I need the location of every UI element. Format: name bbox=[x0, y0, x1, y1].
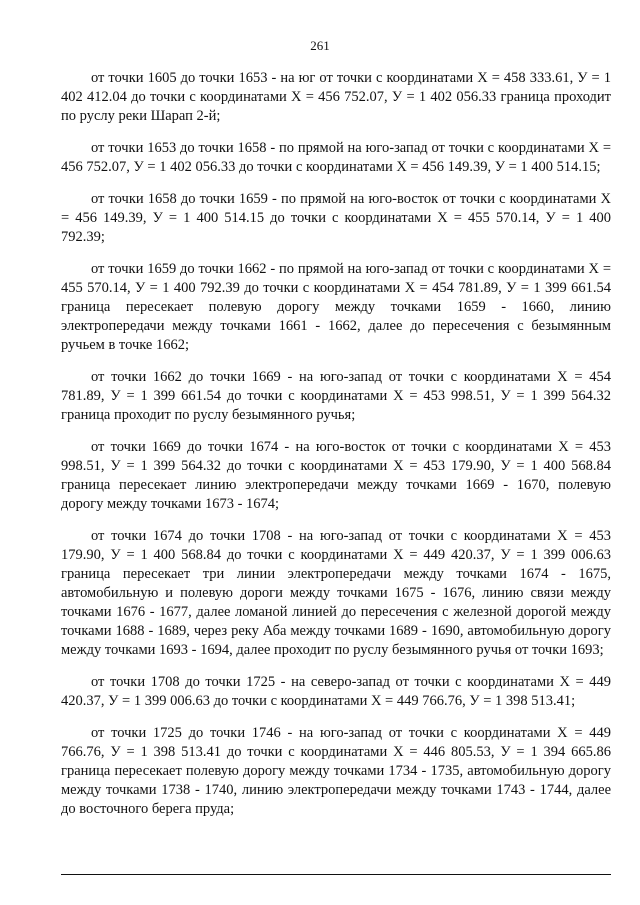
paragraph-1725: от точки 1708 до точки 1725 - на северо-запад от точки с координатами Х = 449 420.37, У = 1 399 006.63 до точки с координатами Х = 449 766.76, У = 1 398 513.41; bbox=[61, 674, 611, 709]
page-number: 261 bbox=[310, 38, 330, 53]
paragraph-1658: от точки 1653 до точки 1658 - по прямой на юго-запад от точки с координатами Х = 456 752.07, У = 1 402 056.33 до точки с координатами Х = 456 149.39, У = 1 400 514.15; bbox=[61, 140, 611, 175]
paragraph-1662: от точки 1659 до точки 1662 - по прямой на юго-запад от точки с координатами Х = 455 570.14, У = 1 400 792.39 до точки с координатами Х = 454 781.89, У = 1 399 661.54 граница пересекает полевую дорогу между точками 1659 - 1660, линию электропередачи между точками 1661 - 1662, далее до пересечения с безымянным ручьем в точке 1662; bbox=[61, 261, 611, 353]
paragraph-1708: от точки 1674 до точки 1708 - на юго-запад от точки с координатами Х = 453 179.90, У = 1 400 568.84 до точки с координатами Х = 449 420.37, У = 1 399 006.63 граница пересекает три линии электропередачи между точками 1674 - 1675, автомобильную и полевую дороги между точками 1675 - 1676, линию связи между точками 1676 - 1677, далее ломаной линией до пересечения с железной дорогой между точками 1688 - 1689, через реку Аба между точками 1689 - 1690, автомобильную дорогу между точками 1693 - 1694, далее проходит по руслу безымянного ручья от точки 1693; bbox=[61, 528, 611, 658]
document-body bbox=[61, 69, 611, 832]
paragraph-1746: от точки 1725 до точки 1746 - на юго-запад от точки с координатами Х = 449 766.76, У = 1 398 513.41 до точки с координатами Х = 446 805.53, У = 1 394 665.86 граница пересекает полевую дорогу между точками 1734 - 1735, автомобильную дорогу между точками 1738 - 1740, линию электропередачи между точками 1743 - 1744, далее до восточного берега пруда; bbox=[61, 725, 611, 817]
paragraph-1653: от точки 1605 до точки 1653 - на юг от точки с координатами Х = 458 333.61, У = 1 402 412.04 до точки с координатами Х = 456 752.07, У = 1 402 056.33 граница проходит по руслу реки Шарап 2-й; bbox=[61, 70, 611, 124]
paragraph-1674: от точки 1669 до точки 1674 - на юго-восток от точки с координатами Х = 453 998.51, У = 1 399 564.32 до точки с координатами Х = 453 179.90, У = 1 400 568.84 граница пересекает линию электропередачи между точками 1669 - 1670, полевую дорогу между точками 1673 - 1674; bbox=[61, 439, 611, 512]
footer-rule bbox=[61, 874, 611, 875]
paragraph-1669: от точки 1662 до точки 1669 - на юго-запад от точки с координатами Х = 454 781.89, У = 1 399 661.54 до точки с координатами Х = 453 998.51, У = 1 399 564.32 граница проходит по руслу безымянного ручья; bbox=[61, 369, 611, 423]
paragraph-1659: от точки 1658 до точки 1659 - по прямой на юго-восток от точки с координатами Х = 456 149.39, У = 1 400 514.15 до точки с координатами Х = 455 570.14, У = 1 400 792.39; bbox=[61, 191, 611, 245]
